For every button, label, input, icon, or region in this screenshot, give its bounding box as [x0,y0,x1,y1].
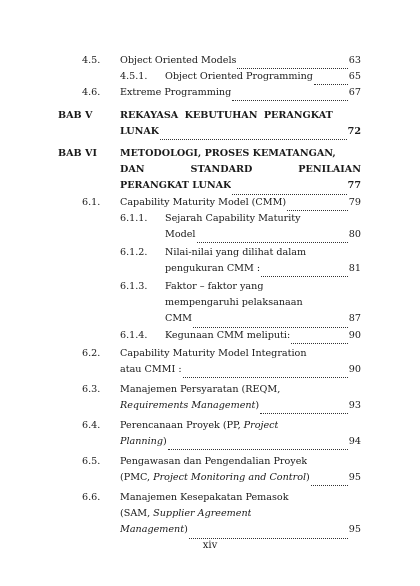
entry-page: 63 [348,54,361,66]
entry-number: 6.1.3. [120,281,148,292]
entry-number: 6.6. [82,492,101,503]
leader-dots [261,266,348,277]
leader-dots [193,317,348,328]
entry-number: 6.1.4. [120,330,148,341]
chapter-title: REKAYASA KEBUTUHAN PERANGKAT [120,109,333,121]
entry-number: 6.2. [82,348,101,359]
entry-title-cont: Model [165,229,196,241]
entry-title-after: ) [255,400,260,412]
entry-title: Kegunaan CMM meliputi: [165,329,291,341]
leader-dots [260,403,348,414]
leader-dots [168,439,348,450]
title-word: PENILAIAN [298,164,361,176]
title-word: STANDARD [190,164,253,176]
entry-title: Nilai-nilai yang dilihat dalam [165,246,307,258]
entry-title-italic: Supplier Agreement [153,508,252,520]
entry-title: Capability Maturity Model Integration [120,347,307,359]
entry-title-cont: atau CMMI : [120,364,182,376]
entry-title: Capability Maturity Model (CMM) [120,196,287,208]
entry-title-plain: Perencanaan Proyek (PP, [120,419,244,431]
entry-title-italic: Management [120,524,185,536]
entry-page: 90 [348,364,361,376]
chapter-title-justified [120,162,361,178]
entry-page: 95 [348,524,361,536]
entry-number: 6.1.2. [120,247,148,258]
entry-number: 4.5. [82,55,101,66]
entry-number: 6.4. [82,420,101,431]
entry-number: 6.3. [82,384,101,395]
entry-title: Manajemen Persyaratan (REQM, [120,383,281,395]
entry-title: Pengawasan dan Pengendalian Proyek [120,455,308,467]
entry-title: Sejarah Capability Maturity [165,212,301,224]
entry-title-italic: Requirements Management [120,400,256,412]
entry-title: Manajemen Kesepakatan Pemasok [120,491,289,503]
entry-title-plain: (PMC, [120,472,154,484]
leader-dots [287,200,348,211]
chapter-title-cont: LUNAK [120,126,160,138]
entry-number: 6.1. [82,197,101,208]
leader-dots [189,528,348,539]
entry-page: 77 [347,180,361,192]
entry-page: 79 [348,196,361,208]
entry-title-cont: pengukuran CMM : [165,263,261,275]
entry-number: 6.5. [82,456,101,467]
entry-title-after: ) [306,472,310,484]
entry-title: Object Oriented Models [120,54,237,66]
entry-title-italic: Project [243,419,279,431]
chapter-number: BAB VI [58,148,97,159]
leader-dots [291,333,348,344]
entry-title: Faktor – faktor yang [165,280,264,292]
entry-title-after: ) [184,524,188,536]
entry-page: 94 [348,436,361,448]
entry-title-cont: mempengaruhi pelaksanaan [165,297,303,309]
leader-dots [232,184,346,195]
chapter-number: BAB V [58,110,93,121]
entry-number: 4.5.1. [120,71,148,82]
entry-title-italic: Project Monitoring and Control [153,472,307,484]
leader-dots [237,58,347,69]
entry-number: 4.6. [82,87,101,98]
entry-title-plain: (SAM, [120,508,154,520]
leader-dots [183,367,348,378]
entry-title-after: ) [163,436,167,448]
entry-page: 90 [348,329,361,341]
leader-dots [314,74,348,85]
entry-title-italic: Planning [120,436,163,448]
entry-number: 6.1.1. [120,213,148,224]
leader-dots [197,232,348,243]
entry-page: 72 [347,126,361,138]
entry-page: 95 [348,472,361,484]
entry-page: 87 [348,313,361,325]
entry-title-cont: CMM [165,313,192,325]
entry-page: 65 [348,70,361,82]
leader-dots [160,129,347,140]
entry-page: 67 [348,86,361,98]
leader-dots [232,90,348,101]
chapter-title-cont: PERANGKAT LUNAK [120,180,232,192]
entry-page: 93 [348,400,361,412]
page-number: xiv [202,540,218,551]
entry-page: 80 [348,229,361,241]
entry-page: 81 [348,263,361,275]
chapter-title: METODOLOGI, PROSES KEMATANGAN, [120,147,336,159]
leader-dots [311,475,348,486]
entry-title: Object Oriented Programming [165,70,313,82]
title-word: DAN [120,164,145,176]
entry-title: Extreme Programming [120,86,232,98]
